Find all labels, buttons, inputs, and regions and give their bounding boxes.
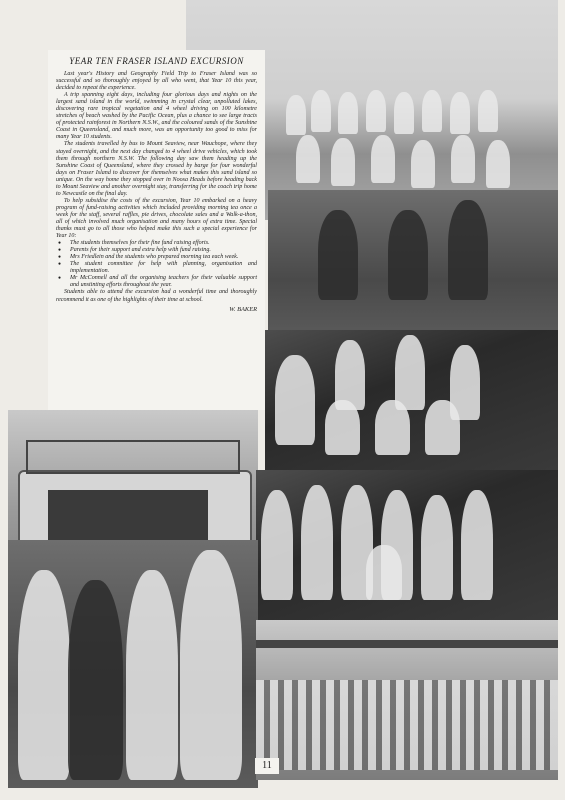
article-paragraph: The students travelled by bus to Mount Seaview, near Wauchope, where they stayed overnight, and the next day changed to 4 wheel drive vehicles, which took them through northern N.S.W. The following day saw them heading up the Sunshine Coast of Queensland, where they crossed by barge for four wonderful days on Fraser Island to discover for themselves what makes this sand island so unique. On the way home they stopped over in Noosa Heads before heading back to Mount Seaview and another overnight stay, transferring for the coach trip home to Newcastle on the final day. [56, 141, 257, 197]
thanks-item: ● The students themselves for their fine fund raising efforts. [66, 240, 257, 247]
thanks-item: ● Mr McConnell and all the organising teachers for their valuable support and unstinting efforts throughout the year. [66, 275, 257, 289]
thanks-item: ● The student committee for help with planning, organisation and implementation. [66, 261, 257, 275]
thanks-list [56, 240, 257, 289]
photo-large-group-bottom [256, 620, 558, 780]
photo-standing-group [256, 470, 558, 620]
thanks-item: ● Mrs Friedlein and the students who prepared morning tea each week. [66, 254, 257, 261]
thanks-item: ● Parents for their support and extra help with fund raising. [66, 247, 257, 254]
article-title: YEAR TEN FRASER ISLAND EXCURSION [69, 56, 244, 66]
page-number: 11 [255, 758, 279, 774]
photo-students-on-steps [268, 190, 558, 340]
article-paragraph: To help subsidise the costs of the excursion, Year 10 embarked on a heavy program of fund-raising activities which included providing morning tea once a week for the staff, several raffles, pie drives, chocolate sales and a Walk-a-thon, all of which involved much organisation and many hours of extra time. Special thanks must go to all those who helped make this such a special experience for Year 10: [56, 197, 257, 240]
photo-four-students [8, 540, 258, 788]
article-paragraph: A trip spanning eight days, including four glorious days and nights on the largest sand island in the world, swimming in crystal clear, unpolluted lakes, discovering rare tropical vegetation and 4 wheel driving on 100 kilometre stretches of beach washed by the Pacific Ocean, plus a chance to see large tracts of protected rainforest in Northern N.S.W., and the coloured sands of the Sunshine Coast in Queensland, and much more, was an opportunity too good to miss for many Year 10 students. [56, 92, 257, 141]
article-paragraph: Last year's History and Geography Field Trip to Fraser Island was so successful and so thoroughly enjoyed by all who went, that Year 10 this year, decided to repeat the experience. [56, 71, 257, 92]
photo-group-on-rocks [265, 330, 558, 470]
author-signature: W. BAKER [229, 305, 257, 313]
article-text-box [48, 50, 265, 410]
article-closing: Students able to attend the excursion had a wonderful time and thoroughly recommend it as one of the highlights of their time at school. [56, 289, 257, 303]
